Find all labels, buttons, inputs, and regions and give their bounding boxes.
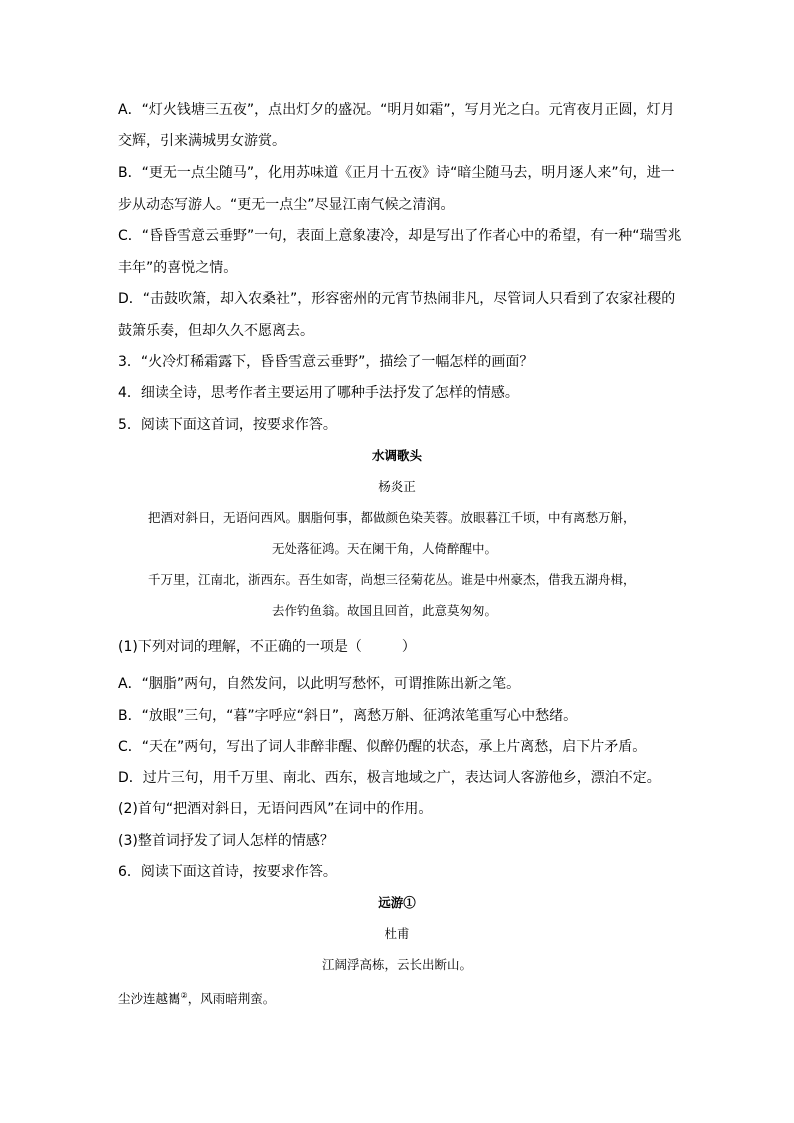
poem1-line-1: 把酒对斜日，无语问西风。胭脂何事，都做颜色染芙蓉。放眼暮江千顷，中有离愁万斛， [148,510,636,525]
poem2-title: 远游① [378,895,416,910]
question-5-1-close: ） [401,639,416,655]
q5-option-d: D．过片三句，用千万里、南北、西东，极言地域之广，表达词人客游他乡，漂泊不定。 [118,770,661,786]
poem2-line-2-a: 尘沙连越巂 [118,991,181,1007]
question-5-3: (3)整首词抒发了词人怎样的情感？ [118,833,334,849]
footnote-marker: ② [180,991,188,1000]
poem1-line-3: 千万里，江南北，浙西东。吾生如寄，尚想三径菊花丛。谁是中州豪杰，借我五湖舟楫， [148,572,636,587]
poem2-line-1: 江阔浮高栋，云长出断山。 [321,957,472,972]
q2-option-c-line2: 丰年”的喜悦之情。 [118,260,238,276]
q2-option-b-line1: B．“更无一点尘随马”，化用苏味道《正月十五夜》诗“暗尘随马去，明月逐人来”句，进一 [118,165,675,181]
poem2-author: 杜甫 [384,926,410,941]
question-4: 4．细读全诗，思考作者主要运用了哪种手法抒发了怎样的情感。 [118,385,519,401]
q5-option-a: A．“胭脂”两句，自然发问，以此明写愁怀，可谓推陈出新之笔。 [118,676,521,692]
q2-option-d-line2: 鼓箫乐奏，但却久久不愿离去。 [118,323,314,339]
question-5-1 [118,637,676,657]
question-5-1-text: (1)下列对词的理解，不正确的一项是（ [118,639,362,655]
poem1-author: 杨炎正 [378,479,416,494]
q2-option-a-line2: 交辉，引来满城男女游赏。 [118,133,286,149]
q2-option-c-line1: C．“昏昏雪意云垂野”一句，表面上意象凄冷，却是写出了作者心中的希望，有一种“瑞雪兆 [118,228,682,244]
q2-option-d-line1: D．“击鼓吹箫，却入农桑社”，形容密州的元宵节热闹非凡，尽管词人只看到了农家社稷的 [118,291,676,307]
question-6: 6．阅读下面这首诗，按要求作答。 [118,864,337,880]
poem1-line-2: 无处落征鸿。天在阑干角，人倚醉醒中。 [272,541,498,556]
q5-option-c: C．“天在”两句，写出了词人非醉非醒、似醉仍醒的状态，承上片离愁，启下片矛盾。 [118,739,647,755]
poem2-line-2-b: ，风雨暗荆蛮。 [187,991,276,1007]
question-3: 3．“火冷灯稀霜露下，昏昏雪意云垂野”，描绘了一幅怎样的画面？ [118,354,534,370]
question-5-2: (2)首句“把酒对斜日，无语问西风”在词中的作用。 [118,801,433,817]
poem1-title: 水调歌头 [371,448,422,463]
question-5: 5．阅读下面这首词，按要求作答。 [118,417,337,433]
poem2-line-2 [118,986,275,1009]
poem1-line-4: 去作钓鱼翁。故国且回首，此意莫匆匆。 [272,603,498,618]
q5-option-b: B．“放眼”三句，“暮”字呼应“斜日”，离愁万斛、征鸿浓笔重写心中愁绪。 [118,708,578,724]
q2-option-a-line1: A．“灯火钱塘三五夜”，点出灯夕的盛况。“明月如霜”，写月光之白。元宵夜月正圆，灯月 [118,102,675,118]
q2-option-b-line2: 步从动态写游人。“更无一点尘”尽显江南气候之清润。 [118,197,455,213]
